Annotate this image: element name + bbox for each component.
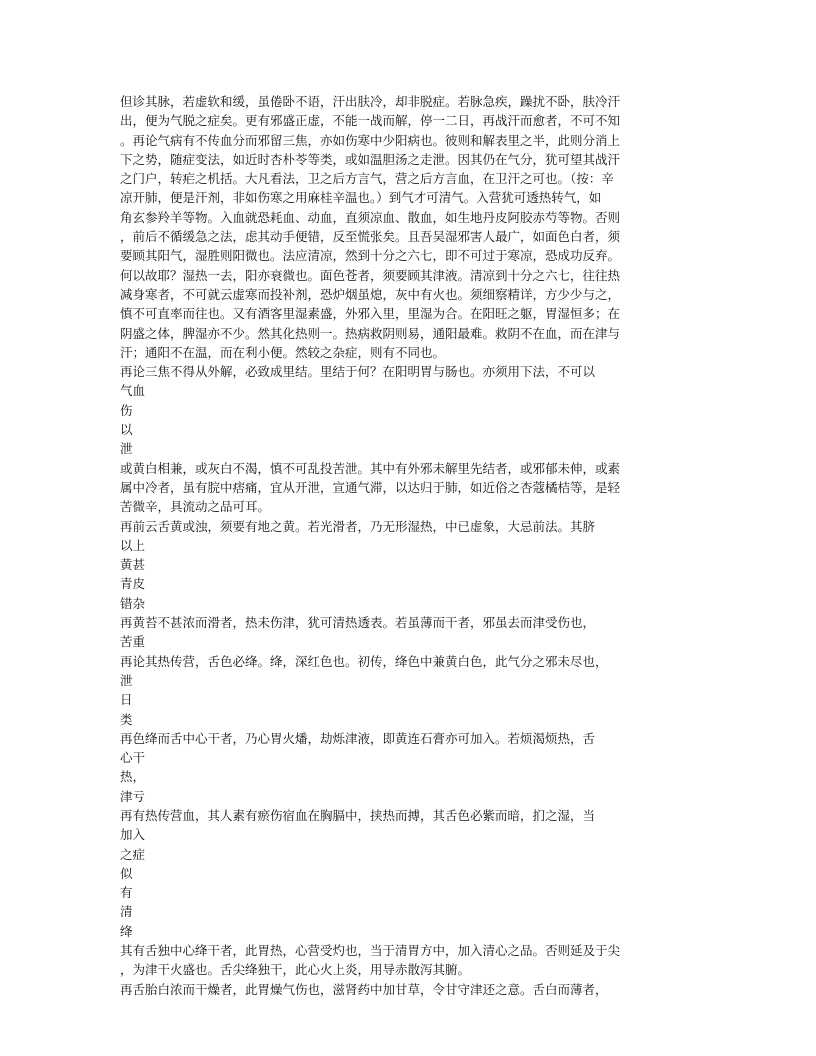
text-line: 。再论气病有不传血分而邪留三焦，亦如伤寒中少阳病也。彼则和解表里之半，此则分消上 (120, 132, 621, 148)
text-line: 再论其热传营，舌色必绛。绛，深红色也。初传，绛色中兼黄白色，此气分之邪未尽也， (120, 653, 608, 669)
document-page (120, 92, 696, 999)
text-line: 苦重 (120, 634, 146, 650)
text-line: 再舌胎白浓而干燥者，此胃燥气伤也，滋肾药中加甘草，令甘守津还之意。舌白而薄者， (120, 981, 608, 997)
text-line: 再黄苔不甚浓而滑者，热未伤津，犹可清热透表。若虽薄而干者，邪虽去而津受伤也， (120, 615, 596, 631)
text-line: 清 (120, 904, 133, 920)
text-line: 心干 (120, 750, 146, 766)
text-line: 凉开肺，便是汗剂，非如伤寒之用麻桂辛温也。）到气才可清气。入营犹可透热转气，如 (120, 190, 602, 206)
text-line: 阴盛之体，脾湿亦不少。然其化热则一。热病救阴则易，通阳最难。救阴不在血，而在津与 (120, 325, 621, 341)
text-line: 其有舌独中心绛干者，此胃热，心营受灼也，当于清胃方中，加入清心之品。否则延及于尖 (120, 943, 621, 959)
text-line: 错杂 (120, 595, 146, 611)
text-line: 再论三焦不得从外解，必致成里结。里结于何？在阳明胃与肠也。亦须用下法，不可以 (120, 364, 596, 380)
text-line: 何以故耶？湿热一去，阳亦衰微也。面色苍者，须要顾其津液。清凉到十分之六七，往往热 (120, 267, 621, 283)
text-line: ，前后不循缓急之法，虑其动手便错，反至慌张矣。且吾吴湿邪害人最广，如面色白者，须 (120, 229, 621, 245)
text-line: 苦微辛，具流动之品可耳。 (120, 499, 271, 515)
text-line: 绛 (120, 923, 133, 939)
text-line: 青皮 (120, 576, 146, 592)
text-line: 津亏 (120, 788, 146, 804)
text-line: 加入 (120, 827, 146, 843)
text-line: 之门户，转疟之机括。大凡看法，卫之后方言气，营之后方言血，在卫汗之可也。（按：辛 (120, 171, 614, 187)
text-line: 有 (120, 885, 133, 901)
text-line: 似 (120, 865, 133, 881)
text-line: 伤 (120, 402, 133, 418)
text-line: 属中冷者，虽有脘中痞痛，宜从开泄，宣通气滞，以达归于肺，如近俗之杏蔻橘桔等，是轻 (120, 479, 621, 495)
text-line: 减身寒者，不可就云虚寒而投补剂，恐炉烟虽熄，灰中有火也。须细察精详，方少少与之， (120, 286, 621, 302)
text-line: 角玄参羚羊等物。入血就恐耗血、动血，直须凉血、散血，如生地丹皮阿胶赤芍等物。否则 (120, 209, 621, 225)
text-line: 要顾其阳气，湿胜则阳微也。法应清凉，然到十分之六七，即不可过于寒凉，恐成功反弃。 (120, 248, 621, 264)
text-line: 之症 (120, 846, 146, 862)
text-line: 黄甚 (120, 557, 146, 573)
text-line: 汗；通阳不在温，而在利小便。然较之杂症，则有不同也。 (120, 344, 446, 360)
text-line: ，为津干火盛也。舌尖绛独干，此心火上炎，用导赤散泻其腑。 (120, 962, 471, 978)
text-line: 或黄白相兼，或灰白不渴，慎不可乱投苦泄。其中有外邪未解里先结者，或邪郁未伸，或素 (120, 460, 621, 476)
text-line: 热， (120, 769, 146, 785)
text-line: 泄 (120, 441, 133, 457)
text-line: 再有热传营血，其人素有瘀伤宿血在胸膈中，挟热而搏，其舌色必紫而暗，扪之湿，当 (120, 807, 596, 823)
text-line: 出，便为气脱之症矣。更有邪盛正虚，不能一战而解，停一二日，再战汗而愈者，不可不知 (120, 113, 621, 129)
text-line: 慎不可直率而往也。又有酒客里湿素盛，外邪入里，里湿为合。在阳旺之躯，胃湿恒多；在 (120, 306, 621, 322)
text-line: 下之势，随症变法，如近时杏朴苓等类，或如温胆汤之走泄。因其仍在气分，犹可望其战汗 (120, 151, 621, 167)
text-line: 类 (120, 711, 133, 727)
text-line: 泄 (120, 672, 133, 688)
text-line: 再前云舌黄或浊，须要有地之黄。若光滑者，乃无形湿热，中已虚象，大忌前法。其脐 (120, 518, 596, 534)
text-line: 以 (120, 422, 133, 438)
text-line: 以上 (120, 537, 146, 553)
text-line: 日 (120, 692, 133, 708)
text-line: 再色绛而舌中心干者，乃心胃火燔，劫烁津液，即黄连石膏亦可加入。若烦渴烦热，舌 (120, 730, 596, 746)
text-line: 气血 (120, 383, 146, 399)
text-line: 但诊其脉，若虚软和缓，虽倦卧不语，汗出肤冷，却非脱症。若脉急疾，躁扰不卧，肤冷汗 (120, 94, 621, 109)
